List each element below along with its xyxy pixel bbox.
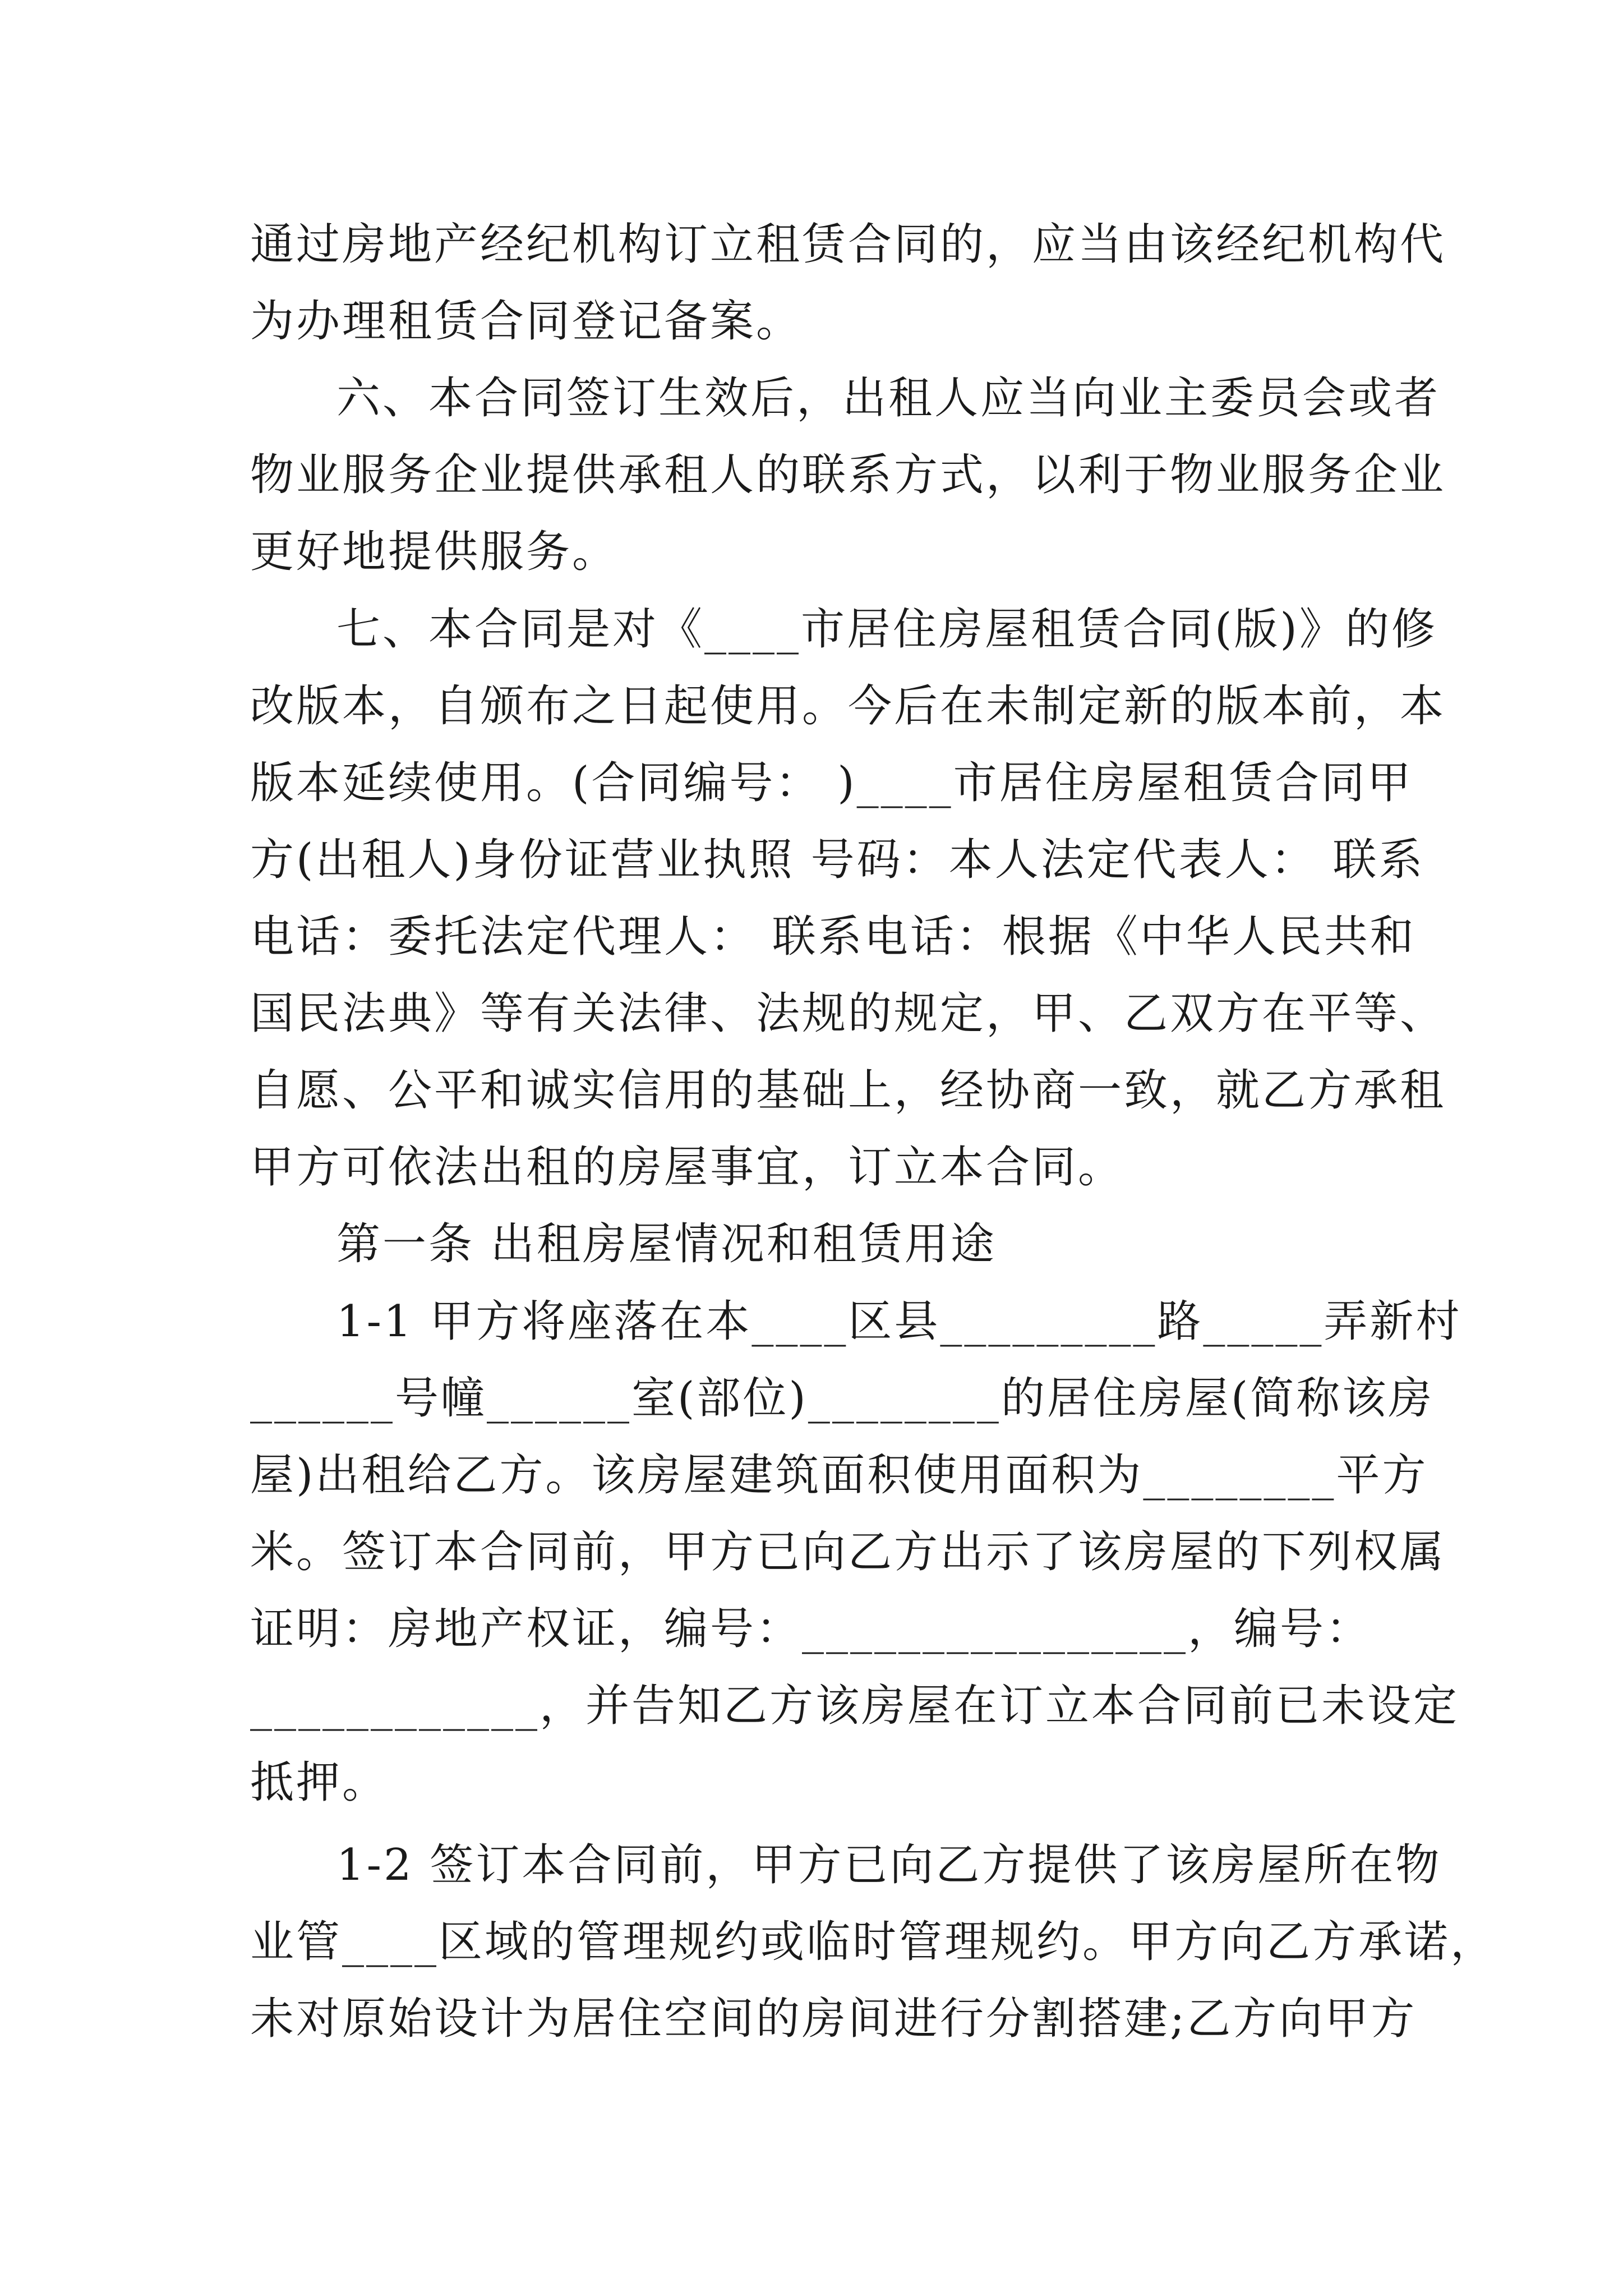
text-line: 七、本合同是对《____市居住房屋租赁合同(版)》的修 — [336, 604, 1437, 655]
text-line: 方(出租人)身份证营业执照 号码：本人法定代表人： 联系 — [250, 835, 1425, 885]
text-line: 为办理租赁合同登记备案。 — [250, 296, 803, 347]
text-line: ____________，并告知乙方该房屋在订立本合同前已未设定 — [250, 1681, 1460, 1731]
text-line: 证明：房地产权证，编号：________________，编号： — [250, 1604, 1372, 1654]
text-line: 未对原始设计为居住空间的房间进行分割搭建;乙方向甲方 — [250, 1994, 1417, 2044]
text-line: 物业服务企业提供承租人的联系方式，以利于物业服务企业 — [250, 450, 1446, 500]
text-line: 抵押。 — [250, 1757, 389, 1808]
text-line: 米。签订本合同前，甲方已向乙方出示了该房屋的下列权属 — [250, 1527, 1446, 1577]
text-line: 国民法典》等有关法律、法规的规定，甲、乙双方在平等、 — [250, 988, 1446, 1039]
text-line: 改版本，自颁布之日起使用。今后在未制定新的版本前，本 — [250, 681, 1446, 731]
text-line: 业管____区域的管理规约或临时管理规约。甲方向乙方承诺， — [250, 1917, 1497, 1967]
text-line: 版本延续使用。(合同编号： )____市居住房屋租赁合同甲 — [250, 758, 1413, 808]
section-heading: 第一条 出租房屋情况和租赁用途 — [336, 1219, 997, 1269]
text-line: 电话：委托法定代理人： 联系电话：根据《中华人民共和 — [250, 912, 1416, 962]
text-line: 通过房地产经纪机构订立租赁合同的，应当由该经纪机构代 — [250, 219, 1446, 270]
text-line: ______号幢______室(部位)________的居住房屋(简称该房 — [250, 1373, 1435, 1424]
text-line: 1-1 甲方将座落在本____区县_________路_____弄新村 — [336, 1296, 1462, 1347]
text-line: 屋)出租给乙方。该房屋建筑面积使用面积为________平方 — [250, 1450, 1428, 1501]
text-line: 六、本合同签订生效后，出租人应当向业主委员会或者 — [336, 373, 1441, 424]
text-line: 自愿、公平和诚实信用的基础上，经协商一致，就乙方承租 — [250, 1065, 1446, 1116]
text-line: 甲方可依法出租的房屋事宜，订立本合同。 — [250, 1142, 1124, 1193]
text-line: 1-2 签订本合同前，甲方已向乙方提供了该房屋所在物 — [336, 1840, 1442, 1890]
text-line: 更好地提供服务。 — [250, 527, 619, 577]
